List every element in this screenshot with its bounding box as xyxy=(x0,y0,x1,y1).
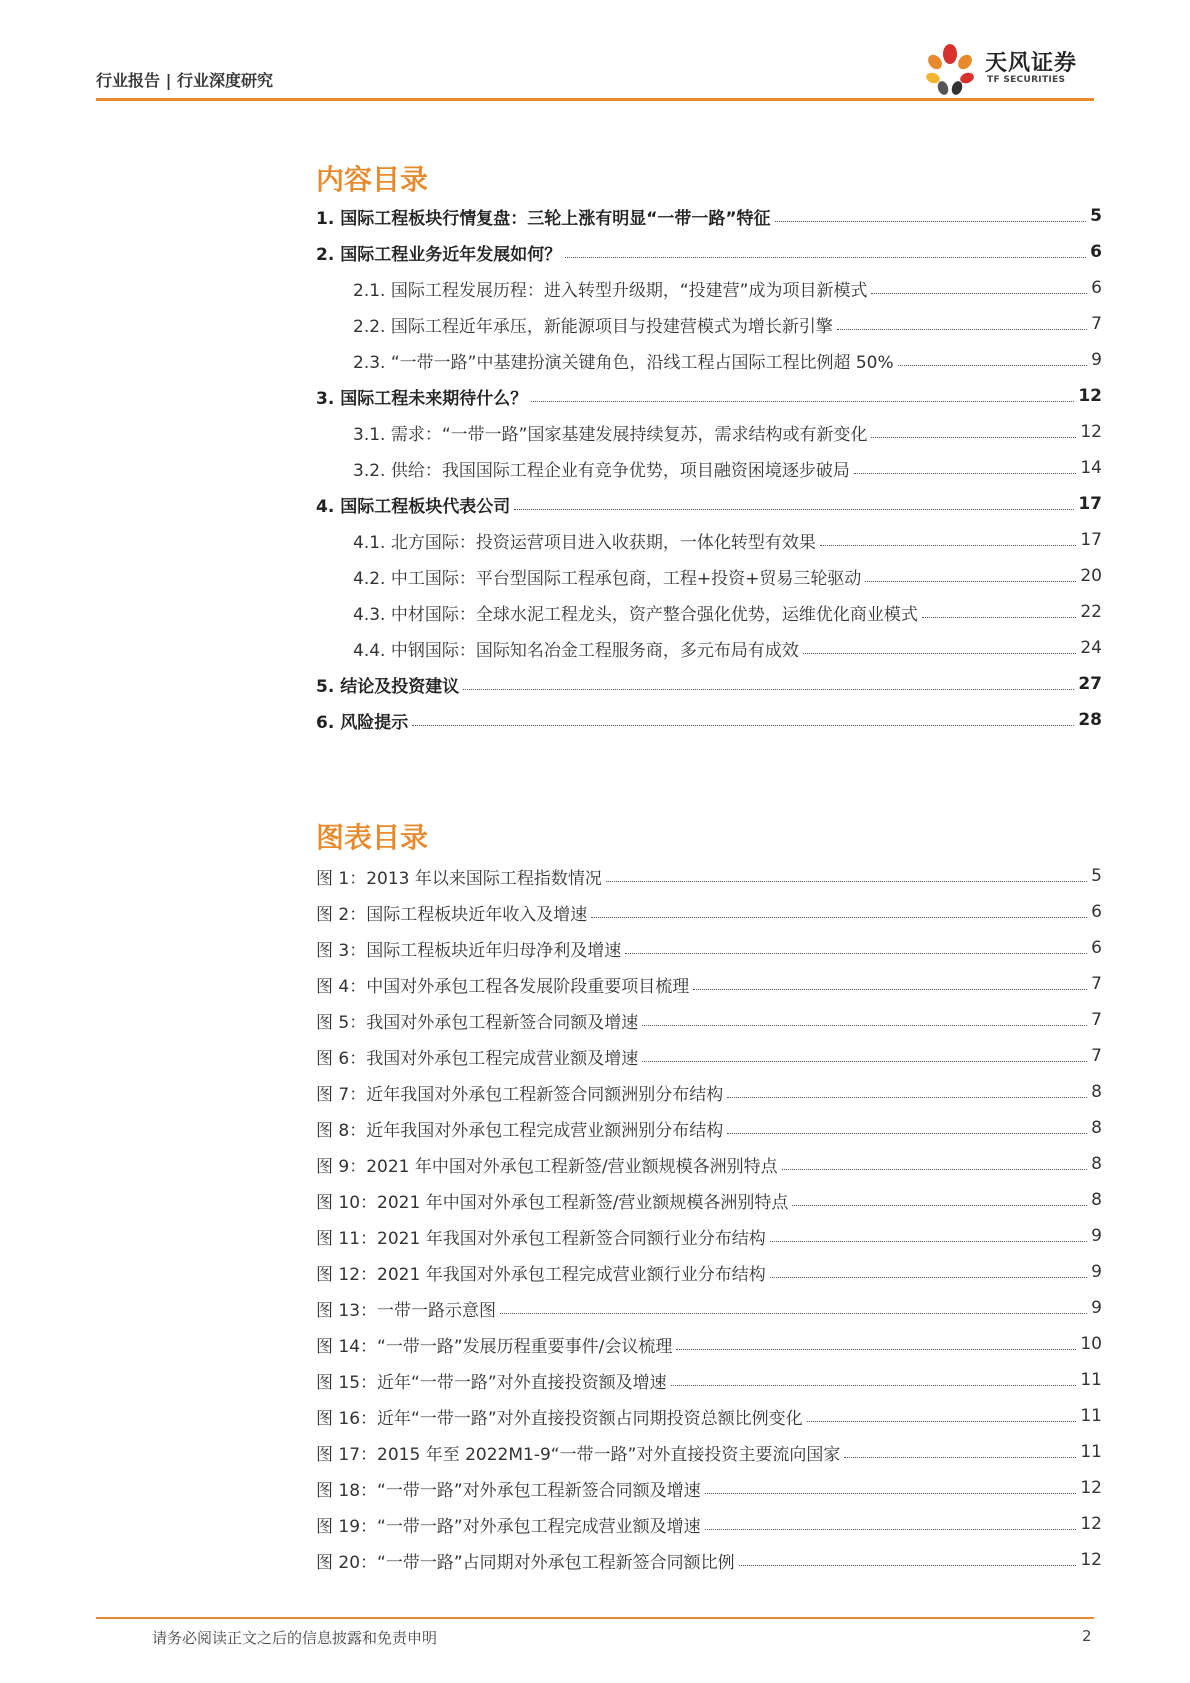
figure-entry[interactable]: 图 16：近年“一带一路”对外直接投资额占同期投资总额比例变化 11 xyxy=(316,1406,1102,1429)
toc-entry[interactable]: 2.1. 国际工程发展历程：进入转型升级期，“投建营”成为项目新模式 6 xyxy=(353,278,1102,301)
figure-entry[interactable]: 图 17：2015 年至 2022M1-9“一带一路”对外直接投资主要流向国家 11 xyxy=(316,1442,1102,1465)
toc-entry[interactable]: 4.3. 中材国际：全球水泥工程龙头，资产整合强化优势，运维优化商业模式 22 xyxy=(353,602,1102,625)
toc-entry[interactable]: 2. 国际工程业务近年发展如何？ 6 xyxy=(316,242,1102,265)
figures-list xyxy=(316,858,1102,1578)
footer-disclaimer: 请务必阅读正文之后的信息披露和免责申明 xyxy=(152,1629,438,1647)
figure-entry[interactable]: 图 15：近年“一带一路”对外直接投资额及增速 11 xyxy=(316,1370,1102,1393)
figure-entry[interactable]: 图 19：“一带一路”对外承包工程完成营业额及增速 12 xyxy=(316,1514,1102,1537)
company-logo xyxy=(919,42,1094,98)
figure-entry[interactable]: 图 14：“一带一路”发展历程重要事件/会议梳理 10 xyxy=(316,1334,1102,1357)
figure-entry[interactable]: 图 8：近年我国对外承包工程完成营业额洲别分布结构 8 xyxy=(316,1118,1102,1141)
figure-entry[interactable]: 图 3：国际工程板块近年归母净利及增速 6 xyxy=(316,938,1102,961)
figure-entry[interactable]: 图 18：“一带一路”对外承包工程新签合同额及增速 12 xyxy=(316,1478,1102,1501)
toc-entry[interactable]: 1. 国际工程板块行情复盘：三轮上涨有明显“一带一路”特征 5 xyxy=(316,206,1102,229)
figures-title: 图表目录 xyxy=(316,821,429,854)
figure-entry[interactable]: 图 20：“一带一路”占同期对外承包工程新签合同额比例 12 xyxy=(316,1550,1102,1573)
toc-entry[interactable]: 4. 国际工程板块代表公司 17 xyxy=(316,494,1102,517)
figure-entry[interactable]: 图 5：我国对外承包工程新签合同额及增速 7 xyxy=(316,1010,1102,1033)
logo-chinese-name: 天风证券 xyxy=(985,51,1078,76)
header-breadcrumb: 行业报告 | 行业深度研究 xyxy=(96,71,273,90)
figure-entry[interactable]: 图 10：2021 年中国对外承包工程新签/营业额规模各洲别特点 8 xyxy=(316,1190,1102,1213)
page-header xyxy=(96,51,1094,102)
figure-entry[interactable]: 图 12：2021 年我国对外承包工程完成营业额行业分布结构 9 xyxy=(316,1262,1102,1285)
header-divider xyxy=(96,98,1094,101)
figure-entry[interactable]: 图 1：2013 年以来国际工程指数情况 5 xyxy=(316,866,1102,889)
figure-entry[interactable]: 图 13：一带一路示意图 9 xyxy=(316,1298,1102,1321)
toc-entry[interactable]: 4.1. 北方国际：投资运营项目进入收获期，一体化转型有效果 17 xyxy=(353,530,1102,553)
toc-entry[interactable]: 4.4. 中钢国际：国际知名冶金工程服务商，多元布局有成效 24 xyxy=(353,638,1102,661)
toc-title: 内容目录 xyxy=(316,163,429,196)
figure-entry[interactable]: 图 2：国际工程板块近年收入及增速 6 xyxy=(316,902,1102,925)
toc-entry[interactable]: 2.2. 国际工程近年承压，新能源项目与投建营模式为增长新引擎 7 xyxy=(353,314,1102,337)
figure-entry[interactable]: 图 9：2021 年中国对外承包工程新签/营业额规模各洲别特点 8 xyxy=(316,1154,1102,1177)
toc-entry[interactable]: 3. 国际工程未来期待什么？ 12 xyxy=(316,386,1102,409)
toc-entry[interactable]: 3.1. 需求：“一带一路”国家基建发展持续复苏，需求结构或有新变化 12 xyxy=(353,422,1102,445)
toc-entry[interactable]: 6. 风险提示 28 xyxy=(316,710,1102,733)
figure-entry[interactable]: 图 7：近年我国对外承包工程新签合同额洲别分布结构 8 xyxy=(316,1082,1102,1105)
page-number: 2 xyxy=(1082,1627,1092,1645)
figure-entry[interactable]: 图 6：我国对外承包工程完成营业额及增速 7 xyxy=(316,1046,1102,1069)
figure-entry[interactable]: 图 4：中国对外承包工程各发展阶段重要项目梳理 7 xyxy=(316,974,1102,997)
toc-entry[interactable]: 4.2. 中工国际：平台型国际工程承包商，工程+投资+贸易三轮驱动 20 xyxy=(353,566,1102,589)
flower-logo-icon xyxy=(919,42,981,98)
toc-entry[interactable]: 3.2. 供给：我国国际工程企业有竞争优势，项目融资困境逐步破局 14 xyxy=(353,458,1102,481)
toc-entry[interactable]: 5. 结论及投资建议 27 xyxy=(316,674,1102,697)
logo-english-name: TF SECURITIES xyxy=(987,75,1066,85)
toc-entry[interactable]: 2.3. “一带一路”中基建扮演关键角色，沿线工程占国际工程比例超 50% 9 xyxy=(353,350,1102,373)
contents-list xyxy=(316,198,1102,738)
figure-entry[interactable]: 图 11：2021 年我国对外承包工程新签合同额行业分布结构 9 xyxy=(316,1226,1102,1249)
footer-divider xyxy=(96,1617,1094,1619)
